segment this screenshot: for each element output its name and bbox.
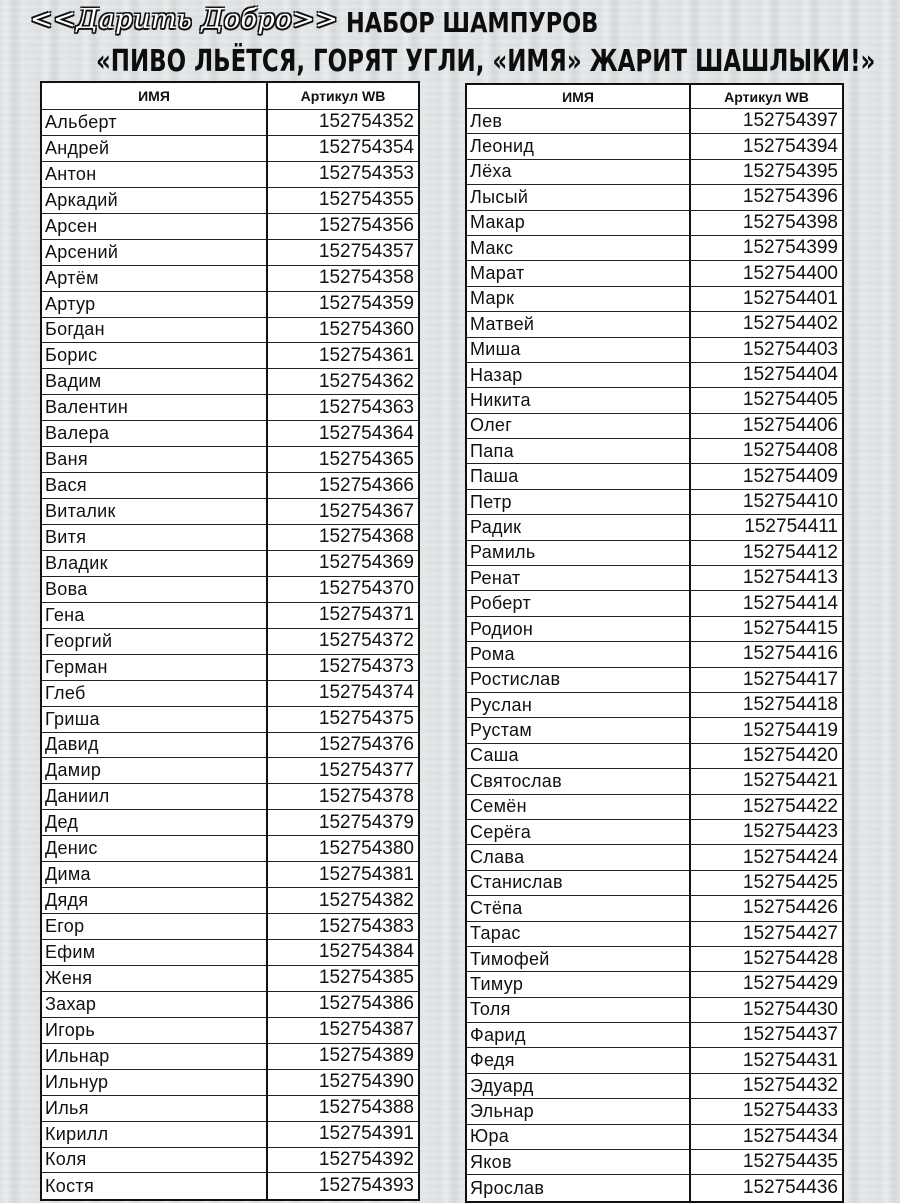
table-row <box>467 998 842 1023</box>
table-row <box>42 758 418 784</box>
article-cell: 152754370 <box>318 578 414 600</box>
name-cell: Эльнар <box>467 1099 691 1123</box>
table-row <box>42 733 418 759</box>
name-cell: Слава <box>467 845 691 869</box>
name-cell: Давид <box>42 733 268 758</box>
name-cell: Рустам <box>467 718 691 742</box>
article-cell: 152754358 <box>318 267 414 289</box>
table-row <box>467 820 842 845</box>
name-cell: Захар <box>42 992 268 1017</box>
name-cell: Вадим <box>42 369 268 394</box>
name-cell: Стёпа <box>467 896 691 920</box>
table-row <box>42 888 418 914</box>
article-cell: 152754402 <box>742 313 838 335</box>
name-cell: Антон <box>42 162 268 187</box>
article-cell: 152754412 <box>742 541 838 563</box>
article-cell: 152754373 <box>318 656 414 678</box>
article-cell: 152754429 <box>742 973 838 995</box>
name-cell: Паша <box>467 464 691 488</box>
name-cell: Федя <box>467 1048 691 1072</box>
table-row <box>467 1175 842 1200</box>
table-row <box>42 395 418 421</box>
name-cell: Дима <box>42 862 268 887</box>
table-row <box>467 795 842 820</box>
name-cell: Георгий <box>42 629 268 654</box>
name-cell: Матвей <box>467 312 691 336</box>
name-cell: Фарид <box>467 1023 691 1047</box>
name-cell: Ильнур <box>42 1070 268 1095</box>
name-cell: Родион <box>467 617 691 641</box>
article-cell: 152754382 <box>318 889 414 911</box>
table-row <box>467 515 842 540</box>
name-cell: Олег <box>467 414 691 438</box>
table-row <box>467 160 842 185</box>
name-cell: Тарас <box>467 922 691 946</box>
name-cell: Вася <box>42 473 268 498</box>
table-row <box>42 136 418 162</box>
article-cell: 152754371 <box>318 604 414 626</box>
article-cell: 152754395 <box>742 160 838 182</box>
table-row <box>467 718 842 743</box>
name-cell: Герман <box>42 655 268 680</box>
table-row <box>467 414 842 439</box>
table-row <box>42 1148 418 1174</box>
table-row <box>42 551 418 577</box>
name-cell: Арсен <box>42 214 268 239</box>
article-cell: 152754366 <box>318 474 414 496</box>
name-cell: Витя <box>42 525 268 550</box>
table-row <box>467 566 842 591</box>
article-cell: 152754353 <box>318 163 414 185</box>
table-row <box>467 693 842 718</box>
article-cell: 152754421 <box>742 770 838 792</box>
article-cell: 152754391 <box>318 1123 414 1145</box>
table-row <box>42 214 418 240</box>
name-cell: Лёха <box>467 160 691 184</box>
name-cell: Рома <box>467 642 691 666</box>
table-row <box>467 1125 842 1150</box>
name-cell: Коля <box>42 1148 268 1173</box>
title-line-2: «ПИВО ЛЬЁТСЯ, ГОРЯТ УГЛИ, «ИМЯ» ЖАРИТ ШАШЛЫКИ!» <box>96 44 876 79</box>
table-row <box>42 707 418 733</box>
article-cell: 152754408 <box>742 440 838 462</box>
name-cell: Даниил <box>42 784 268 809</box>
table-row <box>42 1173 418 1199</box>
article-cell: 152754356 <box>318 215 414 237</box>
name-cell: Арсений <box>42 240 268 265</box>
article-cell: 152754383 <box>318 915 414 937</box>
column-header-name: ИМЯ <box>42 83 268 109</box>
table-row <box>467 668 842 693</box>
table-row <box>42 110 418 136</box>
article-cell: 152754387 <box>318 1019 414 1041</box>
article-cell: 152754434 <box>742 1125 838 1147</box>
article-cell: 152754406 <box>742 414 838 436</box>
name-cell: Владик <box>42 551 268 576</box>
article-cell: 152754393 <box>318 1175 414 1197</box>
article-cell: 152754388 <box>318 1097 414 1119</box>
name-cell: Макс <box>467 236 691 260</box>
table-row <box>42 499 418 525</box>
table-row <box>467 896 842 921</box>
name-cell: Егор <box>42 914 268 939</box>
article-cell: 152754419 <box>742 719 838 741</box>
name-cell: Саша <box>467 744 691 768</box>
name-cell: Ваня <box>42 447 268 472</box>
name-cell: Глеб <box>42 681 268 706</box>
name-cell: Петр <box>467 490 691 514</box>
article-cell: 152754381 <box>318 863 414 885</box>
name-cell: Семён <box>467 795 691 819</box>
article-cell: 152754432 <box>742 1075 838 1097</box>
table-row <box>42 266 418 292</box>
table-row <box>42 966 418 992</box>
table-row <box>467 1048 842 1073</box>
title-line-1: НАБОР ШАМПУРОВ <box>346 6 599 39</box>
table-row <box>467 845 842 870</box>
article-cell: 152754352 <box>318 111 414 133</box>
name-cell: Дед <box>42 810 268 835</box>
article-cell: 152754359 <box>318 293 414 315</box>
name-cell: Илья <box>42 1096 268 1121</box>
table-row <box>467 642 842 667</box>
name-cell: Богдан <box>42 318 268 343</box>
article-cell: 152754376 <box>318 733 414 755</box>
name-cell: Кирилл <box>42 1122 268 1147</box>
article-cell: 152754379 <box>318 811 414 833</box>
table-row <box>42 318 418 344</box>
table-row <box>467 490 842 515</box>
name-cell: Альберт <box>42 110 268 135</box>
table-row <box>467 1150 842 1175</box>
table-row <box>42 992 418 1018</box>
table-row <box>467 185 842 210</box>
name-cell: Толя <box>467 998 691 1022</box>
table-row <box>42 525 418 551</box>
article-cell: 152754386 <box>318 993 414 1015</box>
name-cell: Тимофей <box>467 947 691 971</box>
name-cell: Ренат <box>467 566 691 590</box>
table-row <box>467 439 842 464</box>
table-row <box>467 591 842 616</box>
right-table-rows <box>467 109 842 1201</box>
table-header-row <box>467 85 842 109</box>
name-cell: Лев <box>467 109 691 133</box>
name-cell: Радик <box>467 515 691 539</box>
name-cell: Ефим <box>42 940 268 965</box>
table-row <box>42 810 418 836</box>
table-row <box>42 473 418 499</box>
table-row <box>42 292 418 318</box>
table-row <box>467 261 842 286</box>
name-cell: Станислав <box>467 871 691 895</box>
table-row <box>467 287 842 312</box>
table-header-row <box>42 83 418 110</box>
article-cell: 152754418 <box>742 694 838 716</box>
table-row <box>42 240 418 266</box>
name-cell: Гена <box>42 603 268 628</box>
table-row <box>42 1096 418 1122</box>
article-cell: 152754384 <box>318 941 414 963</box>
table-row <box>42 421 418 447</box>
table-row <box>42 914 418 940</box>
article-cell: 152754415 <box>742 618 838 639</box>
table-row <box>42 1044 418 1070</box>
article-cell: 152754403 <box>742 338 838 360</box>
article-cell: 152754368 <box>318 526 414 548</box>
article-cell: 152754435 <box>742 1151 838 1173</box>
name-cell: Андрей <box>42 136 268 161</box>
article-cell: 152754431 <box>742 1049 838 1071</box>
article-cell: 152754361 <box>318 344 414 366</box>
name-cell: Дядя <box>42 888 268 913</box>
name-cell: Денис <box>42 836 268 861</box>
name-cell: Эдуард <box>467 1074 691 1098</box>
table-row <box>467 312 842 337</box>
table-row <box>467 338 842 363</box>
article-cell: 152754390 <box>318 1071 414 1093</box>
article-cell: 152754372 <box>318 630 414 652</box>
article-cell: 152754417 <box>742 668 838 690</box>
name-cell: Папа <box>467 439 691 463</box>
table-row <box>467 388 842 413</box>
page-header <box>0 0 900 82</box>
name-cell: Ярослав <box>467 1175 691 1200</box>
table-row <box>467 109 842 134</box>
table-row <box>467 617 842 642</box>
article-cell: 152754399 <box>742 237 838 259</box>
table-row <box>467 871 842 896</box>
column-header-article: Артикул WB <box>724 88 809 105</box>
name-cell: Рамиль <box>467 541 691 565</box>
name-cell: Тимур <box>467 972 691 996</box>
name-cell: Юра <box>467 1125 691 1149</box>
table-row <box>42 369 418 395</box>
table-row <box>467 363 842 388</box>
name-cell: Борис <box>42 343 268 368</box>
left-names-table <box>40 81 420 1201</box>
table-row <box>42 940 418 966</box>
name-cell: Серёга <box>467 820 691 844</box>
column-header-name: ИМЯ <box>467 85 691 108</box>
table-row <box>467 236 842 261</box>
article-cell: 152754426 <box>742 897 838 919</box>
article-cell: 152754436 <box>742 1177 838 1199</box>
name-cell: Руслан <box>467 693 691 717</box>
name-cell: Костя <box>42 1173 268 1199</box>
article-cell: 152754424 <box>742 846 838 868</box>
table-row <box>42 603 418 629</box>
table-row <box>42 1122 418 1148</box>
article-cell: 152754355 <box>318 189 414 211</box>
article-cell: 152754354 <box>318 137 414 159</box>
table-row <box>42 1070 418 1096</box>
article-cell: 152754364 <box>318 422 414 444</box>
article-cell: 152754416 <box>742 643 838 665</box>
table-row <box>42 681 418 707</box>
table-row <box>467 211 842 236</box>
article-cell: 152754427 <box>742 922 838 944</box>
name-cell: Лысый <box>467 185 691 209</box>
right-names-table <box>465 83 844 1203</box>
article-cell: 152754360 <box>318 318 414 340</box>
table-row <box>42 655 418 681</box>
brand-logo-text: <<Дарить Добро>> <box>30 4 339 35</box>
name-cell: Игорь <box>42 1018 268 1043</box>
table-row <box>42 862 418 888</box>
article-cell: 152754365 <box>318 448 414 470</box>
article-cell: 152754428 <box>742 948 838 970</box>
article-cell: 152754404 <box>742 364 838 386</box>
table-row <box>467 1023 842 1048</box>
name-cell: Макар <box>467 211 691 235</box>
name-cell: Виталик <box>42 499 268 524</box>
table-row <box>467 464 842 489</box>
name-cell: Миша <box>467 338 691 362</box>
article-cell: 152754411 <box>744 516 838 538</box>
table-row <box>42 629 418 655</box>
name-cell: Назар <box>467 363 691 387</box>
table-row <box>467 1074 842 1099</box>
table-row <box>467 947 842 972</box>
table-row <box>42 1018 418 1044</box>
article-cell: 152754398 <box>742 211 838 233</box>
table-row <box>42 188 418 214</box>
table-row <box>42 836 418 862</box>
table-row <box>467 744 842 769</box>
article-cell: 152754357 <box>318 241 414 263</box>
name-cell: Святослав <box>467 769 691 793</box>
table-row <box>467 1099 842 1124</box>
article-cell: 152754375 <box>318 708 414 730</box>
article-cell: 152754430 <box>742 998 838 1020</box>
name-cell: Никита <box>467 388 691 412</box>
article-cell: 152754401 <box>742 287 838 309</box>
article-cell: 152754396 <box>742 186 838 208</box>
article-cell: 152754420 <box>742 744 838 766</box>
name-cell: Ильнар <box>42 1044 268 1069</box>
article-cell: 152754378 <box>318 785 414 807</box>
name-cell: Артём <box>42 266 268 291</box>
name-cell: Марк <box>467 287 691 311</box>
name-cell: Женя <box>42 966 268 991</box>
article-cell: 152754394 <box>742 135 838 157</box>
name-cell: Ростислав <box>467 668 691 692</box>
name-cell: Аркадий <box>42 188 268 213</box>
article-cell: 152754397 <box>742 110 838 132</box>
name-cell: Гриша <box>42 707 268 732</box>
table-row <box>42 162 418 188</box>
table-row <box>42 577 418 603</box>
article-cell: 152754380 <box>318 837 414 859</box>
table-row <box>42 784 418 810</box>
name-cell: Марат <box>467 261 691 285</box>
article-cell: 152754423 <box>742 821 838 843</box>
article-cell: 152754437 <box>742 1024 838 1046</box>
table-row <box>467 134 842 159</box>
article-cell: 152754400 <box>742 262 838 284</box>
name-cell: Артур <box>42 292 268 317</box>
article-cell: 152754369 <box>318 552 414 574</box>
name-cell: Валера <box>42 421 268 446</box>
table-row <box>42 343 418 369</box>
left-table-rows <box>42 110 418 1199</box>
article-cell: 152754385 <box>318 967 414 989</box>
name-cell: Леонид <box>467 134 691 158</box>
table-row <box>467 541 842 566</box>
article-cell: 152754414 <box>742 592 838 614</box>
article-cell: 152754405 <box>742 389 838 411</box>
name-cell: Дамир <box>42 758 268 783</box>
article-cell: 152754409 <box>742 465 838 487</box>
article-cell: 152754374 <box>318 682 414 704</box>
article-cell: 152754377 <box>318 759 414 781</box>
article-cell: 152754362 <box>318 370 414 392</box>
name-cell: Вова <box>42 577 268 602</box>
table-row <box>467 922 842 947</box>
name-cell: Роберт <box>467 591 691 615</box>
article-cell: 152754363 <box>318 396 414 418</box>
article-cell: 152754367 <box>318 500 414 522</box>
article-cell: 152754410 <box>742 491 838 513</box>
article-cell: 152754425 <box>742 871 838 893</box>
table-row <box>467 769 842 794</box>
name-cell: Валентин <box>42 395 268 420</box>
article-cell: 152754389 <box>318 1045 414 1067</box>
article-cell: 152754392 <box>318 1148 414 1170</box>
article-cell: 152754413 <box>742 567 838 589</box>
column-header-article: Артикул WB <box>300 88 386 104</box>
table-row <box>467 972 842 997</box>
name-cell: Яков <box>467 1150 691 1174</box>
article-cell: 152754422 <box>742 795 838 817</box>
article-cell: 152754433 <box>742 1100 838 1122</box>
table-row <box>42 447 418 473</box>
